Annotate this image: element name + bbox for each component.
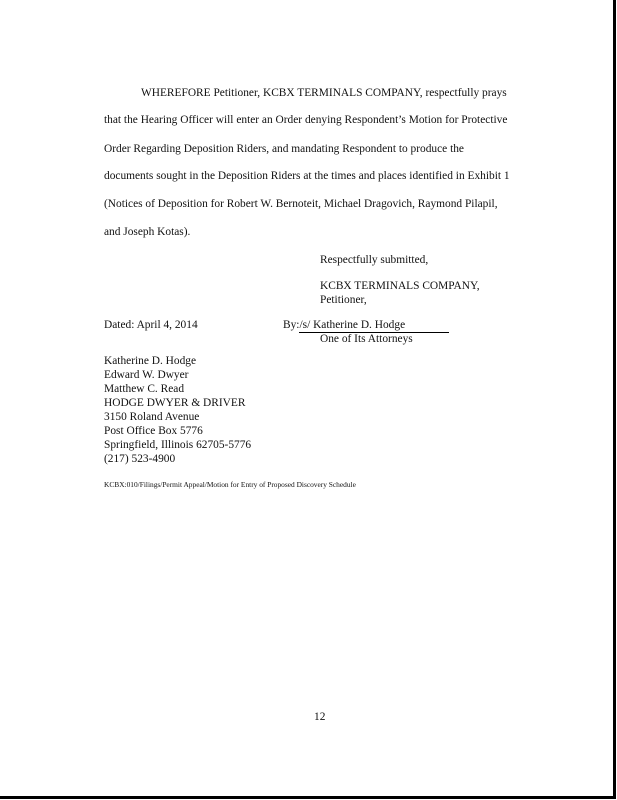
by-prefix: By: [283,319,300,331]
signature-name: /s/ Katherine D. Hodge [299,318,449,333]
page-number: 12 [314,711,326,723]
respectfully-submitted: Respectfully submitted, [320,254,429,266]
address-street: 3150 Roland Avenue [104,411,200,423]
body-line-2: that the Hearing Officer will enter an Order denying Respondent’s Motion for Protective [104,114,508,126]
body-line-3: Order Regarding Deposition Riders, and mandating Respondent to produce the [104,143,464,155]
address-pobox: Post Office Box 5776 [104,425,203,437]
signature-title: One of Its Attorneys [320,333,413,345]
body-line-6: and Joseph Kotas). [104,226,191,238]
body-line-1: WHEREFORE Petitioner, KCBX TERMINALS COMPANY, respectfully prays [141,87,507,99]
dated-line: Dated: April 4, 2014 [104,319,198,331]
company-name: KCBX TERMINALS COMPANY, [320,280,480,292]
body-line-4: documents sought in the Deposition Riders at the times and places identified in Exhibit 1 [104,170,510,182]
phone-number: (217) 523-4900 [104,453,176,465]
file-path: KCBX:010/Filings/Permit Appeal/Motion for Entry of Proposed Discovery Schedule [104,480,356,489]
petitioner-label: Petitioner, [320,294,367,306]
firm-name: HODGE DWYER & DRIVER [104,397,246,409]
attorney-line-2: Edward W. Dwyer [104,369,189,381]
attorney-line-3: Matthew C. Read [104,383,185,395]
attorney-line-1: Katherine D. Hodge [104,355,197,367]
signature-line [283,318,449,333]
address-city: Springfield, Illinois 62705-5776 [104,439,252,451]
body-line-5: (Notices of Deposition for Robert W. Bernoteit, Michael Dragovich, Raymond Pilapil, [104,198,498,210]
